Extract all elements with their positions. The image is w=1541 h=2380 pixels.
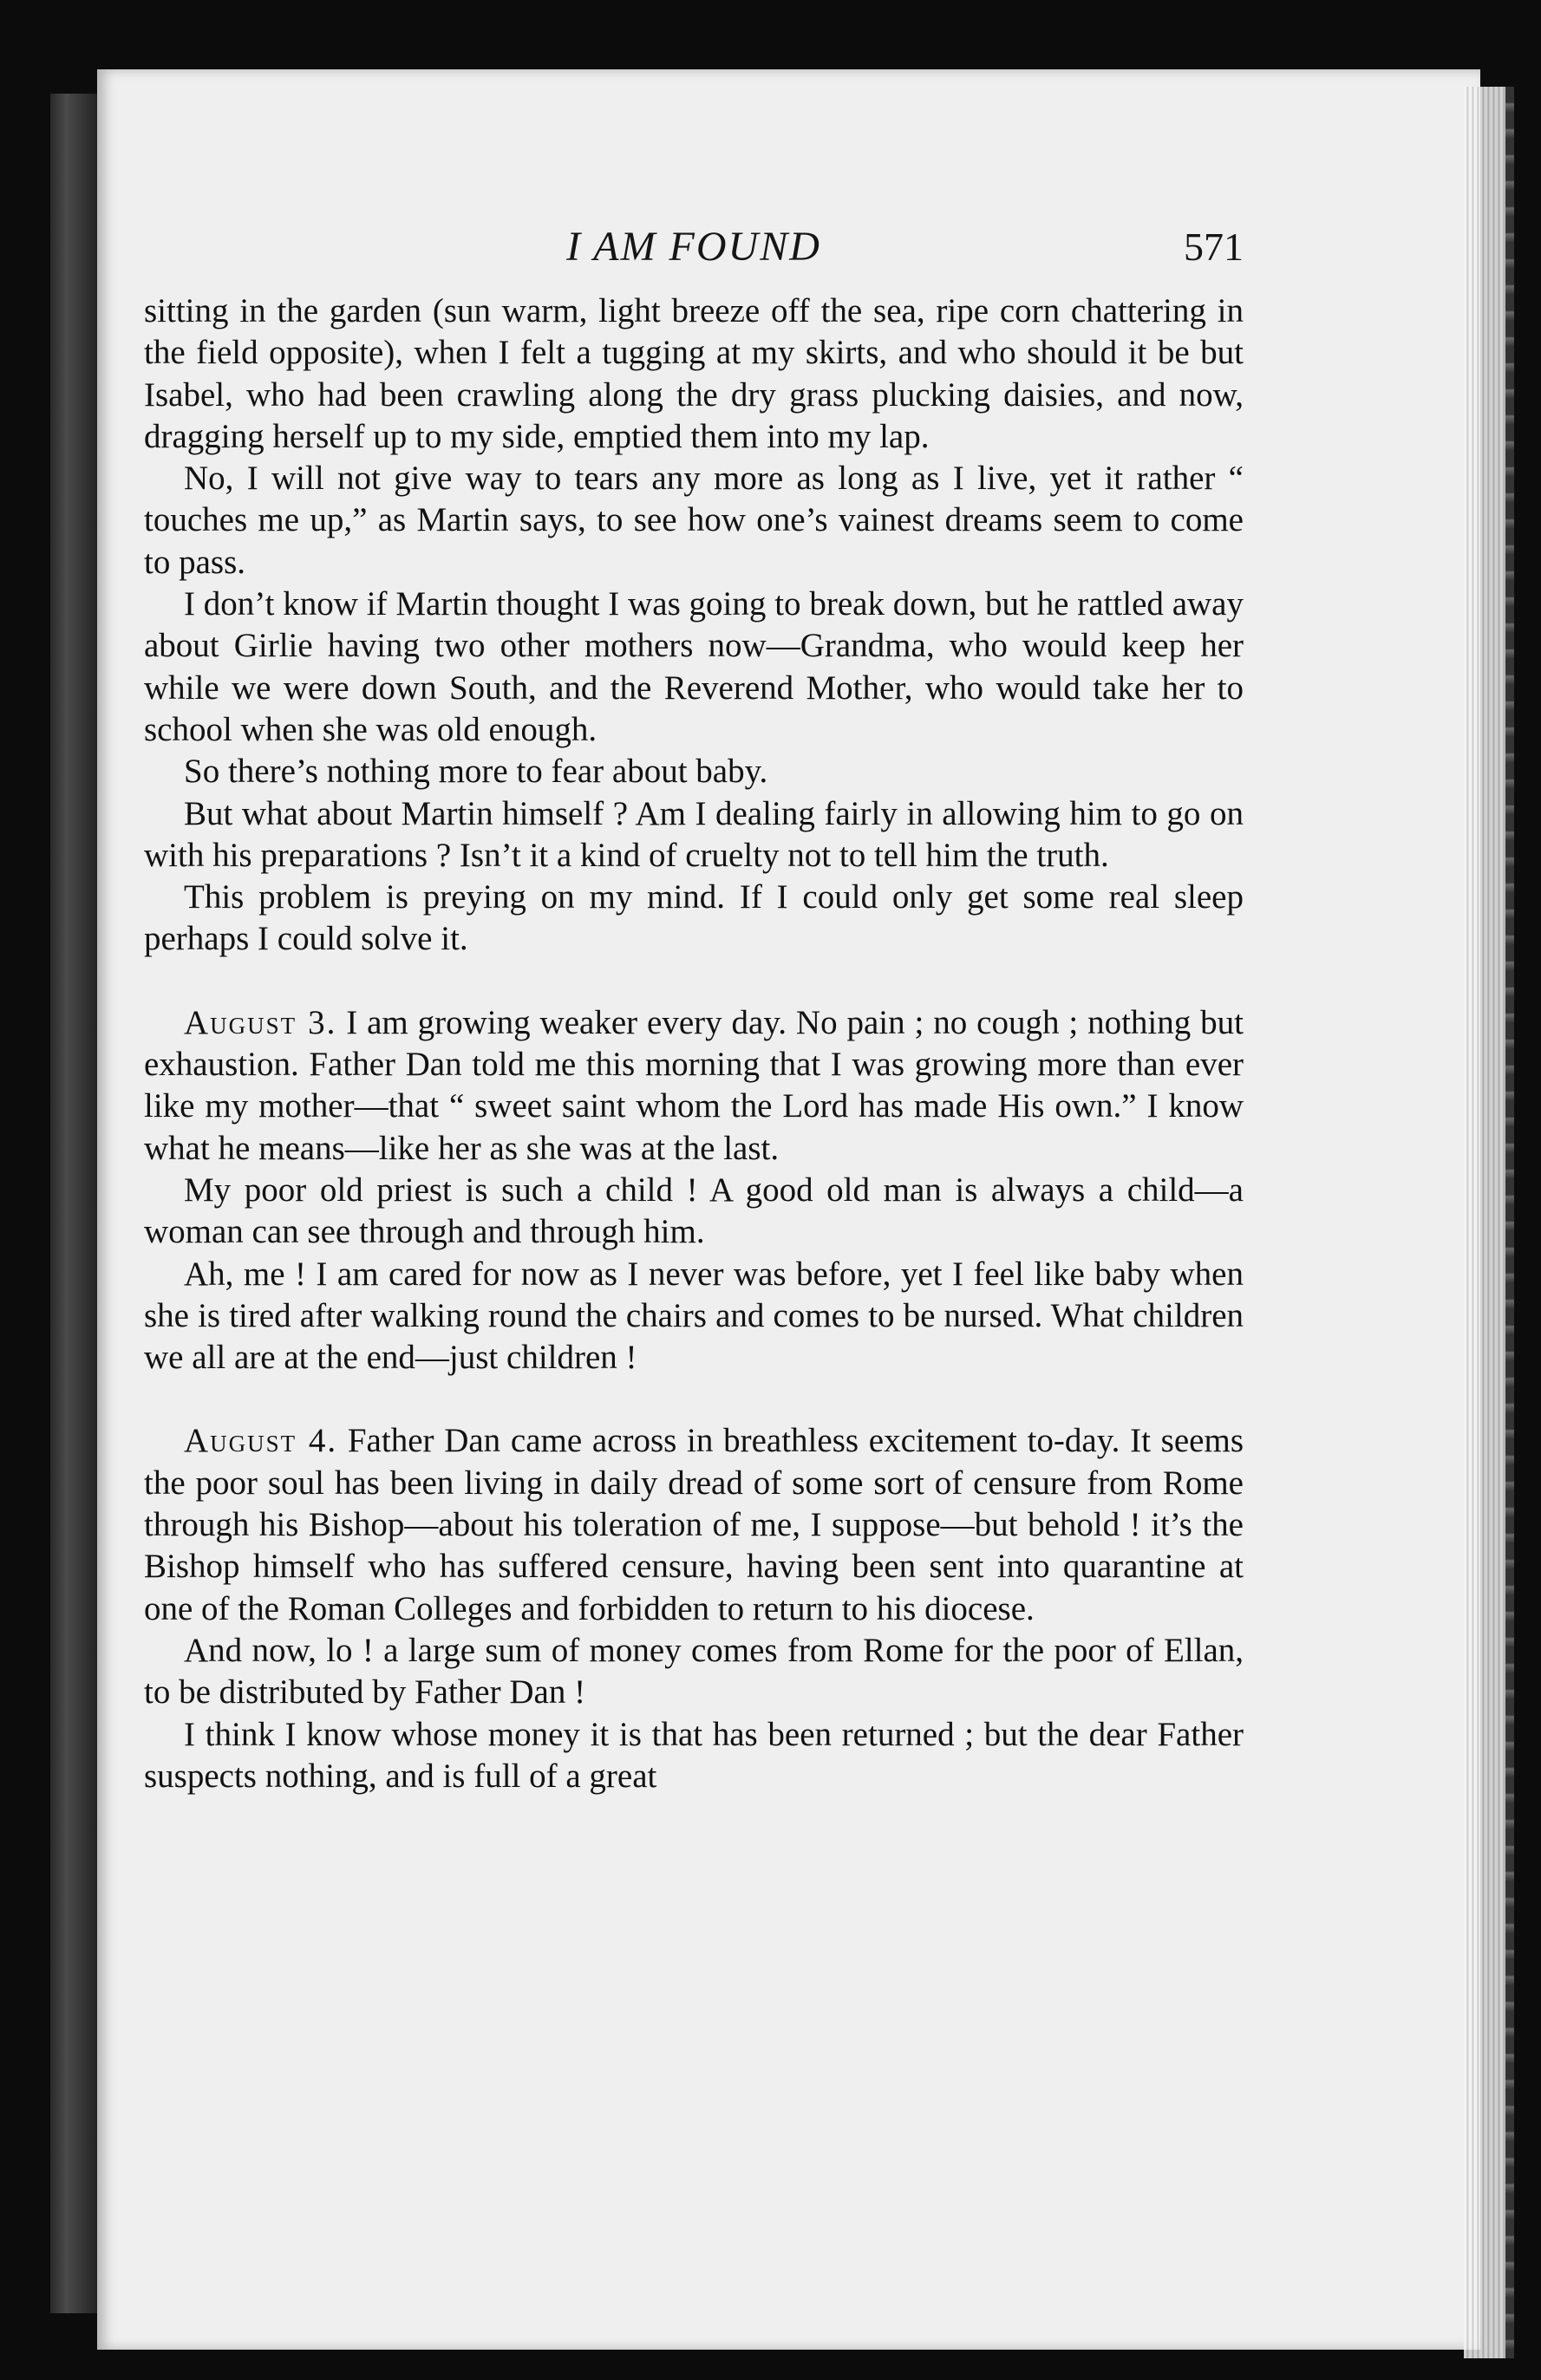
paragraph-text: This problem is preying on my mind. If I could only get some real sleep perhaps I could solve it.: [144, 878, 1244, 958]
entry-date: August 3.: [184, 1003, 337, 1041]
paragraph-text: Father Dan came across in breathless excitement to-day. It seems the poor soul has been living in daily dread of some sort of censure from Rome through his Bishop—about his toleration of me, I suppose—but behold ! it’s the Bishop himself who has suffered censure, having been sent into quarantine at one of the Roman Colleges and forbidden to return to his diocese.: [144, 1422, 1244, 1627]
paragraph-text: But what about Martin himself ? Am I dealing fairly in allowing him to go on with his preparations ? Isn’t it a kind of cruelty not to tell him the truth.: [144, 794, 1244, 874]
paragraph: [144, 1714, 1244, 1798]
paragraph-text: And now, lo ! a large sum of money comes from Rome for the poor of Ellan, to be distributed by Father Dan !: [144, 1631, 1244, 1712]
diary-entry-august-3: [144, 1002, 1244, 1170]
paragraph-text: I think I know whose money it is that has been returned ; but the dear Father suspects nothing, and is full of a great: [144, 1715, 1244, 1795]
paragraph-text: Ah, me ! I am cared for now as I never was before, yet I feel like baby when she is tired after walking round the chairs and comes to be nursed. What children we all are at the end—just children !: [144, 1255, 1244, 1377]
page-header: [144, 217, 1244, 277]
entry-date: August 4.: [184, 1422, 338, 1460]
paragraph-text: I am growing weaker every day. No pain ; no cough ; nothing but exhaustion. Father Dan told me this morning that I was growing more than ever like my mother—that “ sweet saint whom the Lord has made His own.” I know what he means—like her as she was at the last.: [144, 1003, 1244, 1167]
page-body: [144, 290, 1244, 1797]
paragraph: [144, 751, 1244, 792]
diary-entry-august-4: [144, 1420, 1244, 1629]
paragraph: [144, 1254, 1244, 1379]
paragraph: [144, 584, 1244, 751]
paragraph-text: So there’s nothing more to fear about baby.: [184, 753, 768, 791]
paragraph-text: sitting in the garden (sun warm, light breeze off the sea, ripe corn chattering in the field opposite), when I felt a tugging at my skirts, and who should it be but Isabel, who had been crawling along the dry grass plucking daisies, and now, dragging herself up to my side, emptied them into my lap.: [144, 292, 1244, 455]
facing-page-edge: [50, 94, 104, 2313]
paragraph: [144, 1630, 1244, 1714]
paragraph: [144, 877, 1244, 961]
paragraph-text: No, I will not give way to tears any more as long as I live, yet it rather “ touches me up,” as Martin says, to see how one’s vainest dreams seem to come to pass.: [144, 460, 1244, 581]
paragraph-text: I don’t know if Martin thought I was going to break down, but he rattled away about Girlie having two other mothers now—Grandma, who would keep her while we were down South, and the Reverend Mother, who would take her to school when she was old enough.: [144, 585, 1244, 748]
paragraph: [144, 1170, 1244, 1254]
paragraph: [144, 290, 1244, 458]
paragraph-text: My poor old priest is such a child ! A good old man is always a child—a woman can see through and through him.: [144, 1170, 1244, 1251]
page-number: 571: [1184, 225, 1244, 269]
paragraph: [144, 458, 1244, 584]
page-stack-edge: [1464, 87, 1514, 2358]
paragraph: [144, 793, 1244, 877]
running-title: I AM FOUND: [566, 224, 821, 270]
